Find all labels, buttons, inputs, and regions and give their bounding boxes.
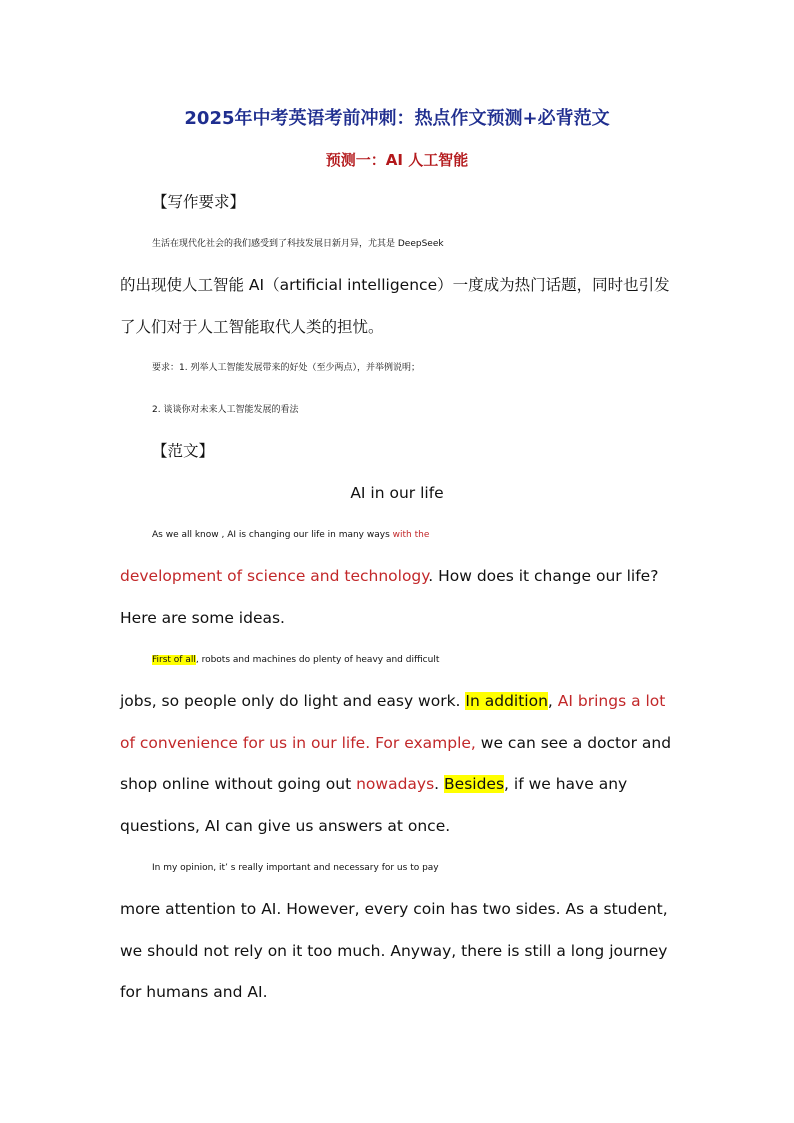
- essay-text: jobs, so people only do light and easy work.: [120, 692, 466, 710]
- requirement-line-2: 2. 谈谈你对未来人工智能发展的看法: [152, 405, 299, 415]
- writing-requirements-heading: 【写作要求】: [152, 193, 246, 211]
- essay-text: . How does it change our life?: [428, 567, 659, 585]
- essay-emphasis: of convenience for us in our life. For example,: [120, 734, 476, 752]
- prompt-line-2: 的出现使人工智能 AI（artificial intelligence）一度成为热门话题，同时也引发: [120, 276, 670, 294]
- essay-text: , if we have any: [504, 775, 628, 793]
- essay-p3-line-4: for humans and AI.: [120, 983, 268, 1001]
- essay-p2-line-3: [120, 730, 680, 756]
- essay-text: ,: [547, 692, 558, 710]
- essay-p2-line-1: [152, 647, 712, 673]
- essay-p3-line-2: more attention to AI. However, every coin has two sides. As a student,: [120, 900, 668, 918]
- essay-highlight: In addition: [465, 692, 548, 710]
- essay-p2-line-5: questions, AI can give us answers at once.: [120, 817, 451, 835]
- essay-p1-line-1: [152, 522, 712, 548]
- essay-p2-line-2: [120, 688, 680, 714]
- sample-essay-heading: 【范文】: [152, 442, 215, 460]
- essay-p3-line-3: we should not rely on it too much. Anyway, there is still a long journey: [120, 942, 668, 960]
- essay-text: As we all know , AI is changing our life in many ways: [152, 530, 393, 540]
- essay-p1-line-3: Here are some ideas.: [120, 609, 285, 627]
- prompt-line-1: 生活在现代化社会的我们感受到了科技发展日新月异，尤其是 DeepSeek: [152, 239, 444, 249]
- page-subtitle: 预测一：AI 人工智能: [325, 151, 469, 169]
- essay-text: shop online without going out: [120, 775, 357, 793]
- essay-text: , robots and machines do plenty of heavy and difficult: [195, 655, 440, 665]
- prompt-line-3: 了人们对于人工智能取代人类的担忧。: [120, 318, 384, 336]
- essay-emphasis: development of science and technology: [120, 567, 429, 585]
- essay-p3-line-1: In my opinion, it’ s really important and necessary for us to pay: [152, 863, 439, 873]
- essay-text: we can see a doctor and: [475, 734, 672, 752]
- essay-emphasis: nowadays: [356, 775, 435, 793]
- page-title: 2025年中考英语考前冲刺：热点作文预测+必背范文: [184, 108, 610, 129]
- essay-p2-line-4: [120, 771, 680, 797]
- essay-text: .: [434, 775, 445, 793]
- essay-highlight: Besides: [444, 775, 505, 793]
- essay-emphasis: with the: [392, 530, 430, 540]
- essay-title: AI in our life: [350, 484, 444, 502]
- essay-emphasis: AI brings a lot: [557, 692, 666, 710]
- requirement-line-1: 要求：1. 列举人工智能发展带来的好处（至少两点），并举例说明；: [152, 363, 420, 373]
- essay-highlight: First of all: [152, 655, 196, 665]
- essay-p1-line-2: [120, 563, 680, 589]
